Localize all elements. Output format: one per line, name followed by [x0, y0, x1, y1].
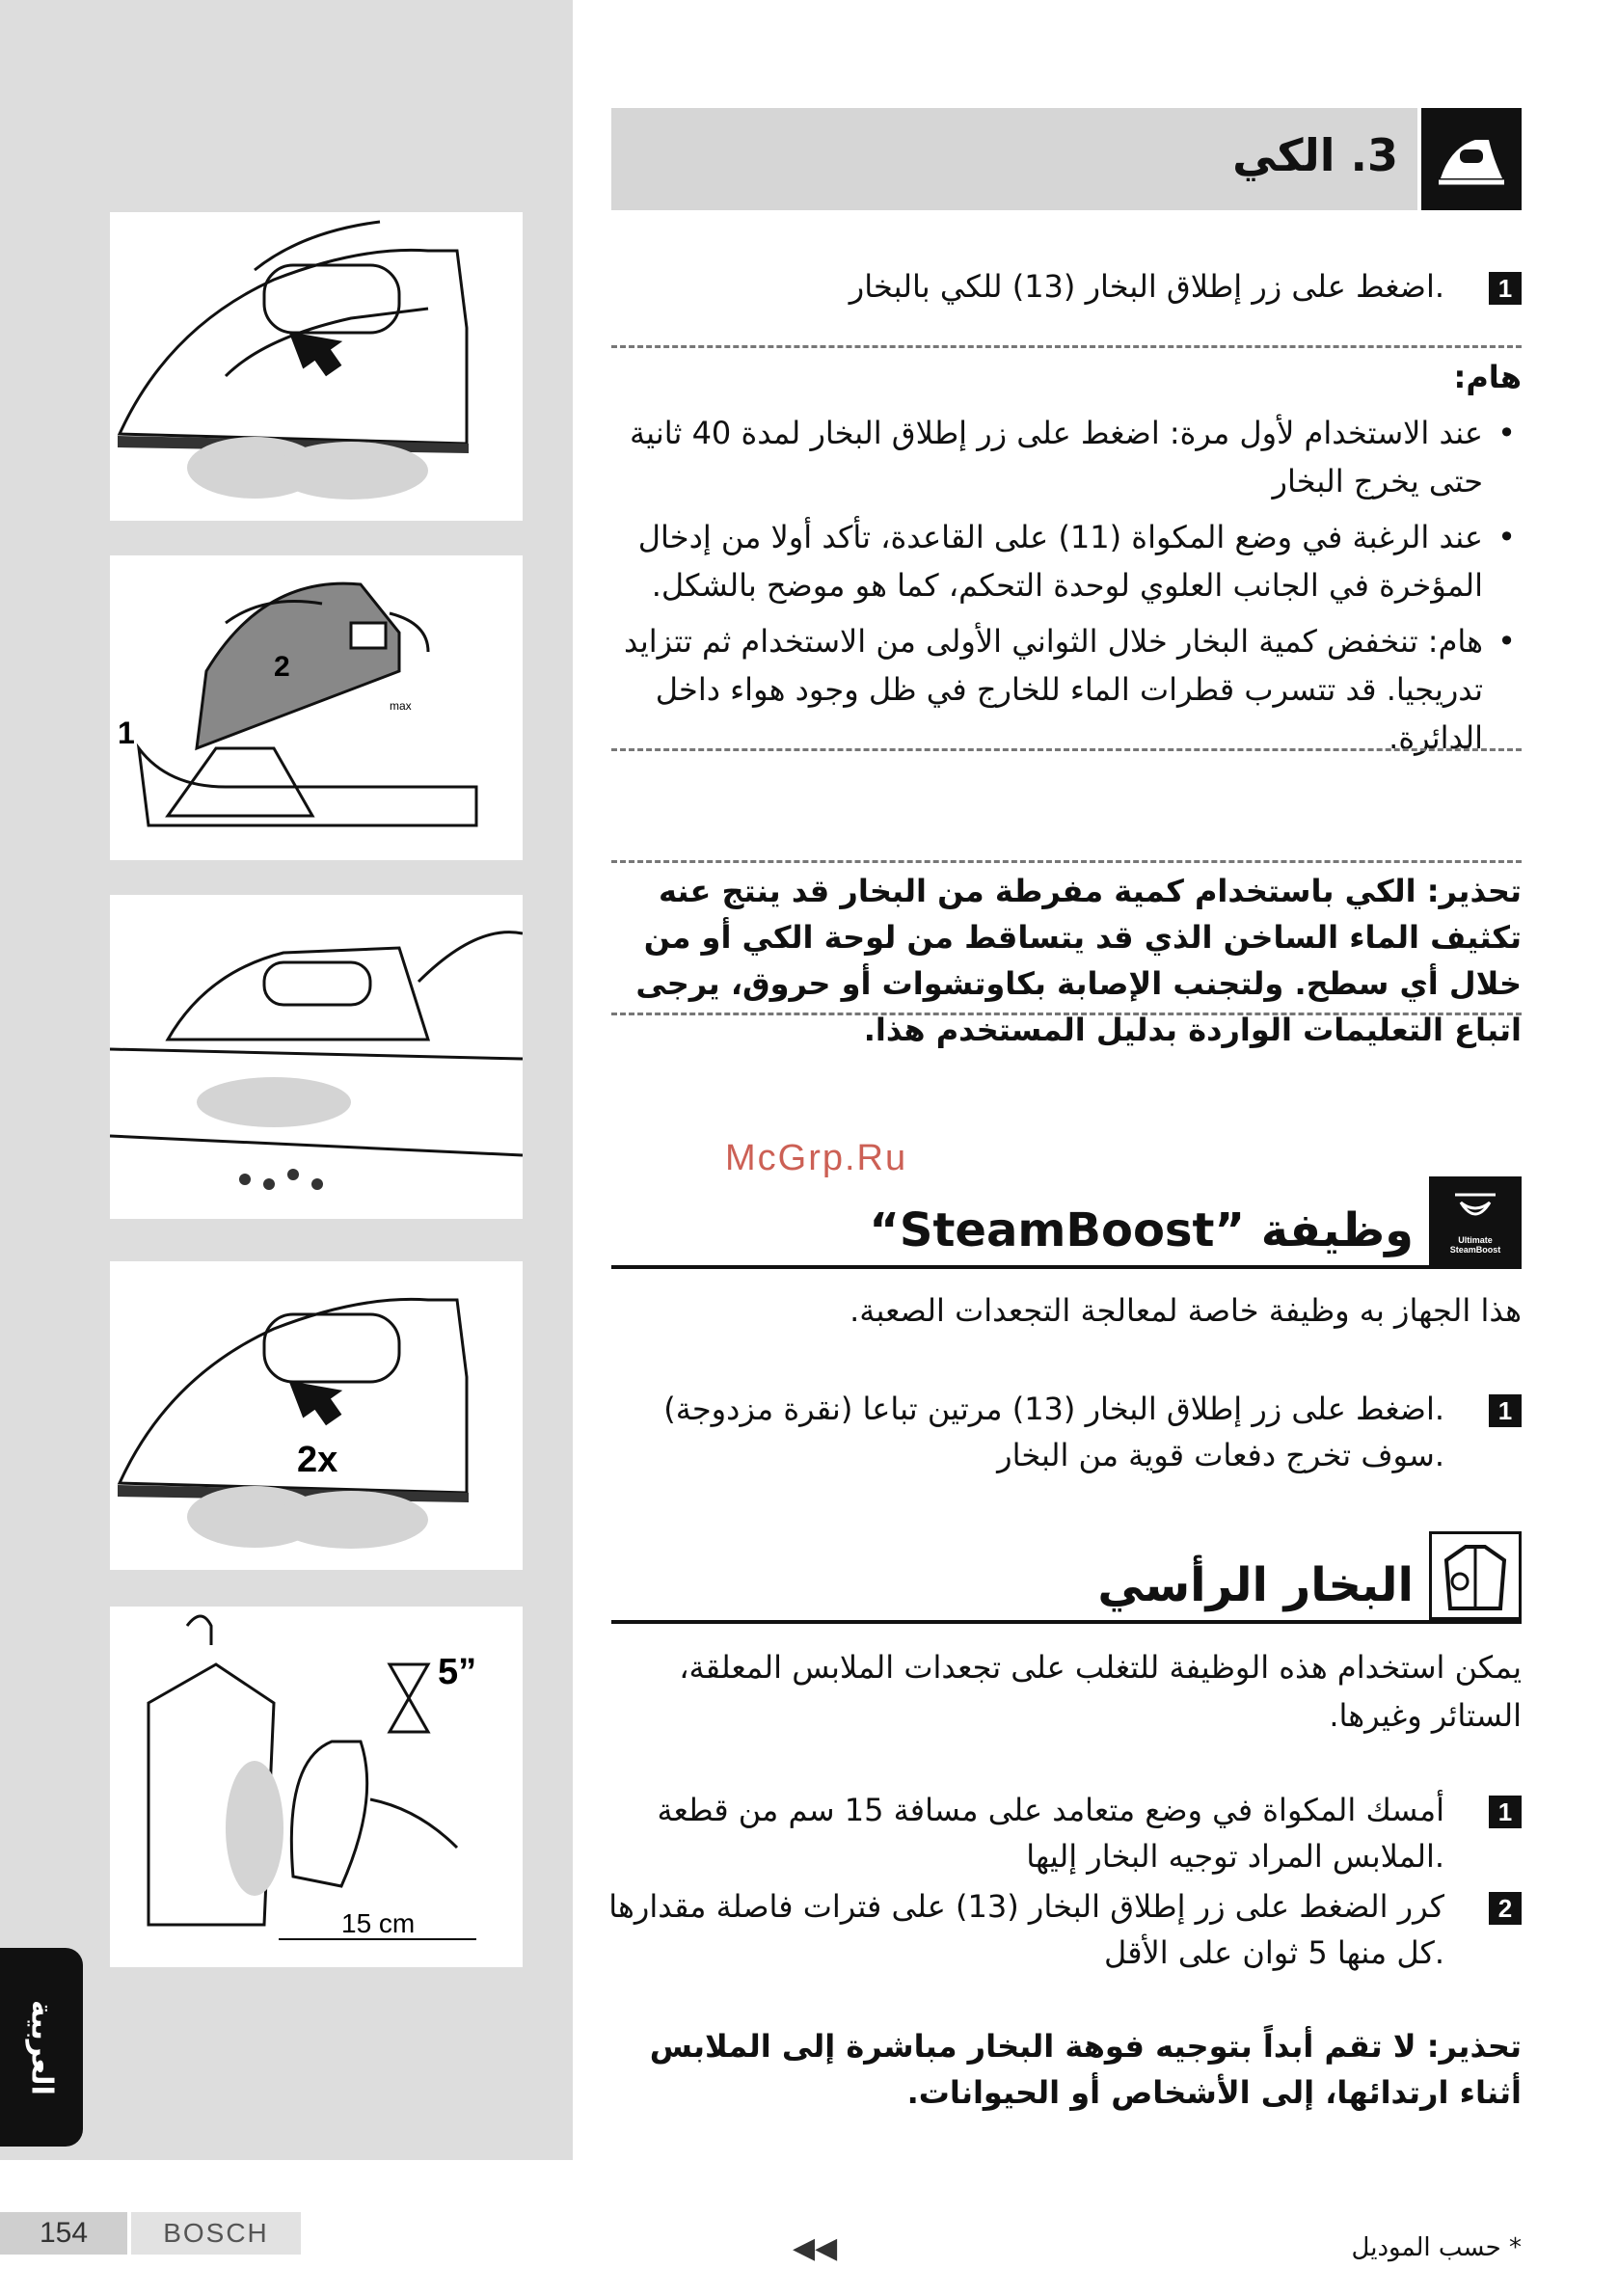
divider — [611, 1013, 1522, 1015]
steamboost-icon — [1429, 1176, 1522, 1265]
step-text: كل منها 5 ثوان على الأقل. — [1103, 1934, 1444, 1971]
iron-icon — [1421, 108, 1522, 210]
illustration-double-press — [110, 1261, 523, 1570]
section-header-ironing — [611, 108, 1522, 210]
illustration-iron-on-base — [110, 555, 523, 860]
divider — [611, 748, 1522, 751]
illustration-pointer — [532, 1360, 573, 1402]
watermark: McGrp.Ru — [725, 1138, 908, 1178]
section-title: 3. الكي — [1232, 129, 1398, 181]
seconds-label: 5” — [438, 1652, 477, 1692]
distance-label: 15 cm — [341, 1908, 416, 1938]
list-item: • هام: تنخفض كمية البخار خلال الثواني الأولى من الاستخدام ثم تتزايد تدريجيا. قد تتسرب قطرات الماء للخارج في ظل وجود هواء داخل الدائرة. — [611, 617, 1522, 762]
step-number: 2 — [1489, 1892, 1522, 1925]
vertical-steam-title: البخار الرأسي — [1097, 1558, 1414, 1612]
base-label: max — [390, 699, 412, 713]
back-arrows-icon[interactable]: ◀◀ — [793, 2231, 838, 2265]
illustration-pointer — [532, 1774, 573, 1817]
vertical-steam-intro: يمكن استخدام هذه الوظيفة للتغلب على تجعدات الملابس المعلقة، الستائر وغيرها. — [679, 1649, 1522, 1734]
vertical-steam-header — [611, 1531, 1522, 1624]
step-text: اضغط على زر إطلاق البخار (13) للكي بالبخار. — [849, 268, 1444, 305]
divider — [611, 860, 1522, 863]
divider — [611, 345, 1522, 348]
list-item: • عند الرغبة في وضع المكواة (11) على القاعدة، تأكد أولا من إدخال المؤخرة في الجانب العلوي لوحدة التحكم، كما هو موضح بالشكل. — [611, 513, 1522, 609]
steamboost-intro: هذا الجهاز به وظيفة خاصة لمعالجة التجعدات الصعبة. — [849, 1292, 1522, 1329]
step-number: 1 — [1489, 1394, 1522, 1427]
icon-caption: Ultimate — [1458, 1235, 1493, 1245]
important-heading: هام: — [1453, 359, 1522, 395]
illustration-vertical-steam — [110, 1607, 523, 1967]
illustration-iron-on-board — [110, 895, 523, 1219]
step-text: اضغط على زر إطلاق البخار (13) مرتين تباعا (نقرة مزدوجة). — [663, 1391, 1444, 1427]
important-notes — [611, 353, 1522, 770]
warning-text: تحذير: لا تقم أبداً بتوجيه فوهة البخار مباشرة إلى الملابس أثناء ارتدائها، إلى الأشخاص أو الحيوانات. — [649, 2028, 1522, 2111]
illustration-pointer — [532, 280, 573, 322]
step-text: الملابس المراد توجيه البخار إليها. — [1026, 1838, 1444, 1875]
lock-label-2: 2 — [274, 651, 290, 683]
steamboost-title: وظيفة ”SteamBoost“ — [869, 1203, 1414, 1257]
language-tab — [0, 1948, 83, 2147]
language-label: العربية — [24, 1999, 59, 2095]
illustration-pointer — [532, 563, 573, 606]
footer-note: * حسب الموديل — [1351, 2233, 1522, 2262]
step-text: أمسك المكواة في وضع متعامد على مسافة 15 سم من قطعة — [657, 1792, 1444, 1828]
list-item: • عند الاستخدام لأول مرة: اضغط على زر إطلاق البخار لمدة 40 ثانية حتى يخرج البخار — [611, 409, 1522, 505]
lock-label-1: 1 — [118, 716, 135, 750]
step-text: كرر الضغط على زر إطلاق البخار (13) على فترات فاصلة مقدارها — [608, 1888, 1444, 1925]
illustration-iron-steam — [110, 212, 523, 521]
step-number: 1 — [1489, 272, 1522, 305]
double-press-label: 2x — [297, 1440, 338, 1480]
garment-steam-icon — [1429, 1531, 1522, 1620]
step-number: 1 — [1489, 1796, 1522, 1828]
warning-text: تحذير: الكي باستخدام كمية مفرطة من البخار قد ينتج عنه تكثيف الماء الساخن الذي قد يتساقط من لوحة الكي أو من خلال أي سطح. ولتجنب الإصابة بكاوتشوات أو حروق، يرجى اتباع التعليمات الواردة بدليل المستخدم هذا. — [635, 873, 1522, 1048]
brand-logo: BOSCH — [131, 2212, 301, 2255]
steamboost-header — [611, 1176, 1522, 1269]
page-number: 154 — [0, 2212, 127, 2255]
important-list — [611, 409, 1522, 762]
step-text: سوف تخرج دفعات قوية من البخار. — [997, 1437, 1444, 1473]
illustration-pointer — [532, 1032, 573, 1074]
icon-caption: SteamBoost — [1449, 1245, 1501, 1255]
